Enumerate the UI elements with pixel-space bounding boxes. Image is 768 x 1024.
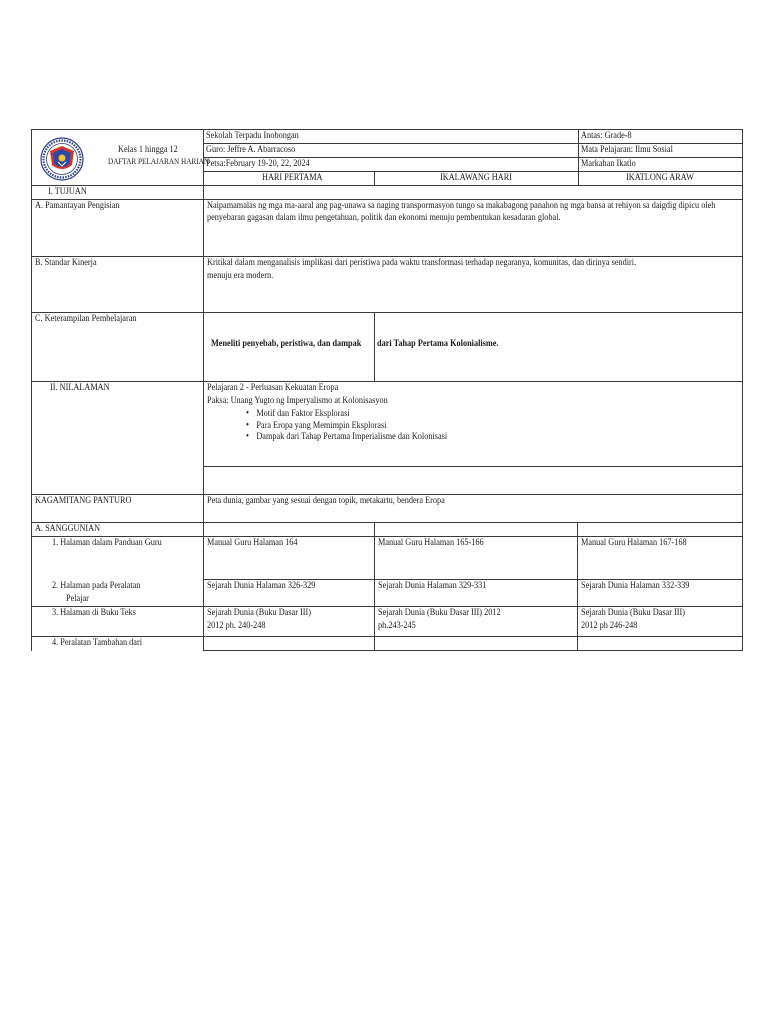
- content-heading: II. NILALAMAN: [50, 382, 110, 393]
- reference-teacher-guide-label: 1. Halaman dalam Panduan Guru: [52, 537, 162, 548]
- table-cell: Manual Guru Halaman 164: [207, 537, 298, 548]
- list-item: • Motif dan Faktor Eksplorasi: [246, 408, 447, 420]
- table-cell: 2012 ph 246-248: [581, 620, 638, 631]
- lesson-dates: Petsa:February 19-20, 22, 2024: [206, 158, 310, 169]
- column-divider-label: [203, 129, 204, 651]
- column-divider-day2-header: [374, 171, 375, 185]
- teacher-name: Guro: Jeffre A. Abarracoso: [206, 144, 296, 155]
- row-rule: [203, 650, 743, 651]
- learning-skills-text-cont: dari Tahap Pertama Kolonialisme.: [377, 338, 499, 349]
- lesson-title: Pelajaran 2 - Perluasan Kekuatan Eropa: [207, 382, 339, 393]
- lesson-topic: Paksa: Unang Yugto ng Imperyalismo at Kolonisasyon: [207, 395, 388, 406]
- deped-seal-logo: [40, 137, 84, 181]
- column-divider-day2-refs: [374, 522, 375, 651]
- row-rule: [203, 466, 743, 467]
- table-cell: Sejarah Dunia Halaman 332-339: [581, 580, 690, 591]
- table-cell: Sejarah Dunia Halaman 329-331: [378, 580, 487, 591]
- grade-level: Antas: Grade-8: [581, 130, 632, 141]
- performance-standard-text: Kritikal dalam menganalisis implikasi dari peristiwa pada waktu transformasi terhadap negaranya, komunitas, dan dirinya sendiri.: [207, 257, 637, 268]
- day-one-header: HARI PERTAMA: [262, 172, 323, 183]
- row-rule: [31, 522, 743, 523]
- materials-text: Peta dunia, gambar yang sesuai dengan topik, metakartu, bendera Eropa: [207, 495, 445, 506]
- row-rule: [31, 312, 743, 313]
- performance-standard-label: B. Standar Kinerja: [35, 257, 97, 268]
- day-two-header: IKALAWANG HARI: [440, 172, 512, 183]
- learning-skills-text: Meneliti penyebab, peristiwa, dan dampak: [211, 338, 362, 349]
- school-name: Sekolah Terpadu Inobongan: [206, 130, 299, 141]
- reference-additional-materials-label: 4. Peralatan Tambahan dari: [52, 637, 143, 648]
- table-cell: Sejarah Dunia (Buku Dasar III): [581, 607, 686, 618]
- content-standard-label: A. Pamantayan Pengisian: [35, 200, 120, 211]
- subject-name: Mata Pelajaran: Ilmu Sosial: [581, 144, 673, 155]
- document-type-label: DAFTAR PELAJARAN HARIAN: [108, 157, 210, 166]
- column-divider-day3-refs: [577, 522, 578, 651]
- quarter-label: Markahan Ikatlo: [581, 158, 636, 169]
- row-rule: [31, 381, 743, 382]
- table-cell: Manual Guru Halaman 167-168: [581, 537, 687, 548]
- table-border-right: [742, 129, 743, 651]
- table-cell: ph.243-245: [378, 620, 416, 631]
- reference-learner-material-label-cont: Pelajar: [66, 593, 89, 604]
- table-cell: Manual Guru Halaman 165-166: [378, 537, 484, 548]
- table-cell: Sejarah Dunia (Buku Dasar III) 2012: [378, 607, 501, 618]
- day-three-header: IKATLONG ARAW: [626, 172, 694, 183]
- content-standard-text: Naipamamalas ng mga ma-aaral ang pag-unawa sa naging transpormasyon tungo sa makabagong panahon ng mga bansa at rehiyon sa daigdig dipicu oleh penyebaran gagasan dalam ilmu pengetahuan, politik dan ekonomi menuju pembentukan kesadaran global.: [207, 200, 716, 223]
- performance-standard-text-cont: menuju era modern.: [207, 270, 274, 281]
- table-cell: Sejarah Dunia Halaman 326-329: [207, 580, 316, 591]
- table-cell: 2012 ph. 240-248: [207, 620, 266, 631]
- references-heading: A. SANGGUNIAN: [35, 523, 101, 534]
- grade-range-label: Kelas 1 hingga 12: [118, 144, 178, 155]
- table-border-top: [31, 129, 743, 130]
- topic-bullet-list: [246, 408, 447, 443]
- list-item: • Para Eropa yang Memimpin Eksplorasi: [246, 420, 447, 432]
- list-item: • Dampak dari Tahap Pertama Imperialisme dan Kolonisasi: [246, 431, 447, 443]
- learning-skills-label: C. Keterampilan Pembelajaran: [35, 313, 137, 324]
- table-border-left: [31, 129, 32, 651]
- reference-textbook-label: 3. Halaman di Buku Teks: [52, 607, 136, 618]
- materials-label: KAGAMITANG PANTURO: [35, 495, 132, 506]
- reference-learner-material-label: 2. Halaman pada Peralatan: [52, 580, 141, 591]
- table-cell: Sejarah Dunia (Buku Dasar III): [207, 607, 312, 618]
- header-rule: [31, 185, 743, 186]
- column-divider-skills: [374, 312, 375, 381]
- objectives-heading: I. TUJUAN: [48, 186, 87, 197]
